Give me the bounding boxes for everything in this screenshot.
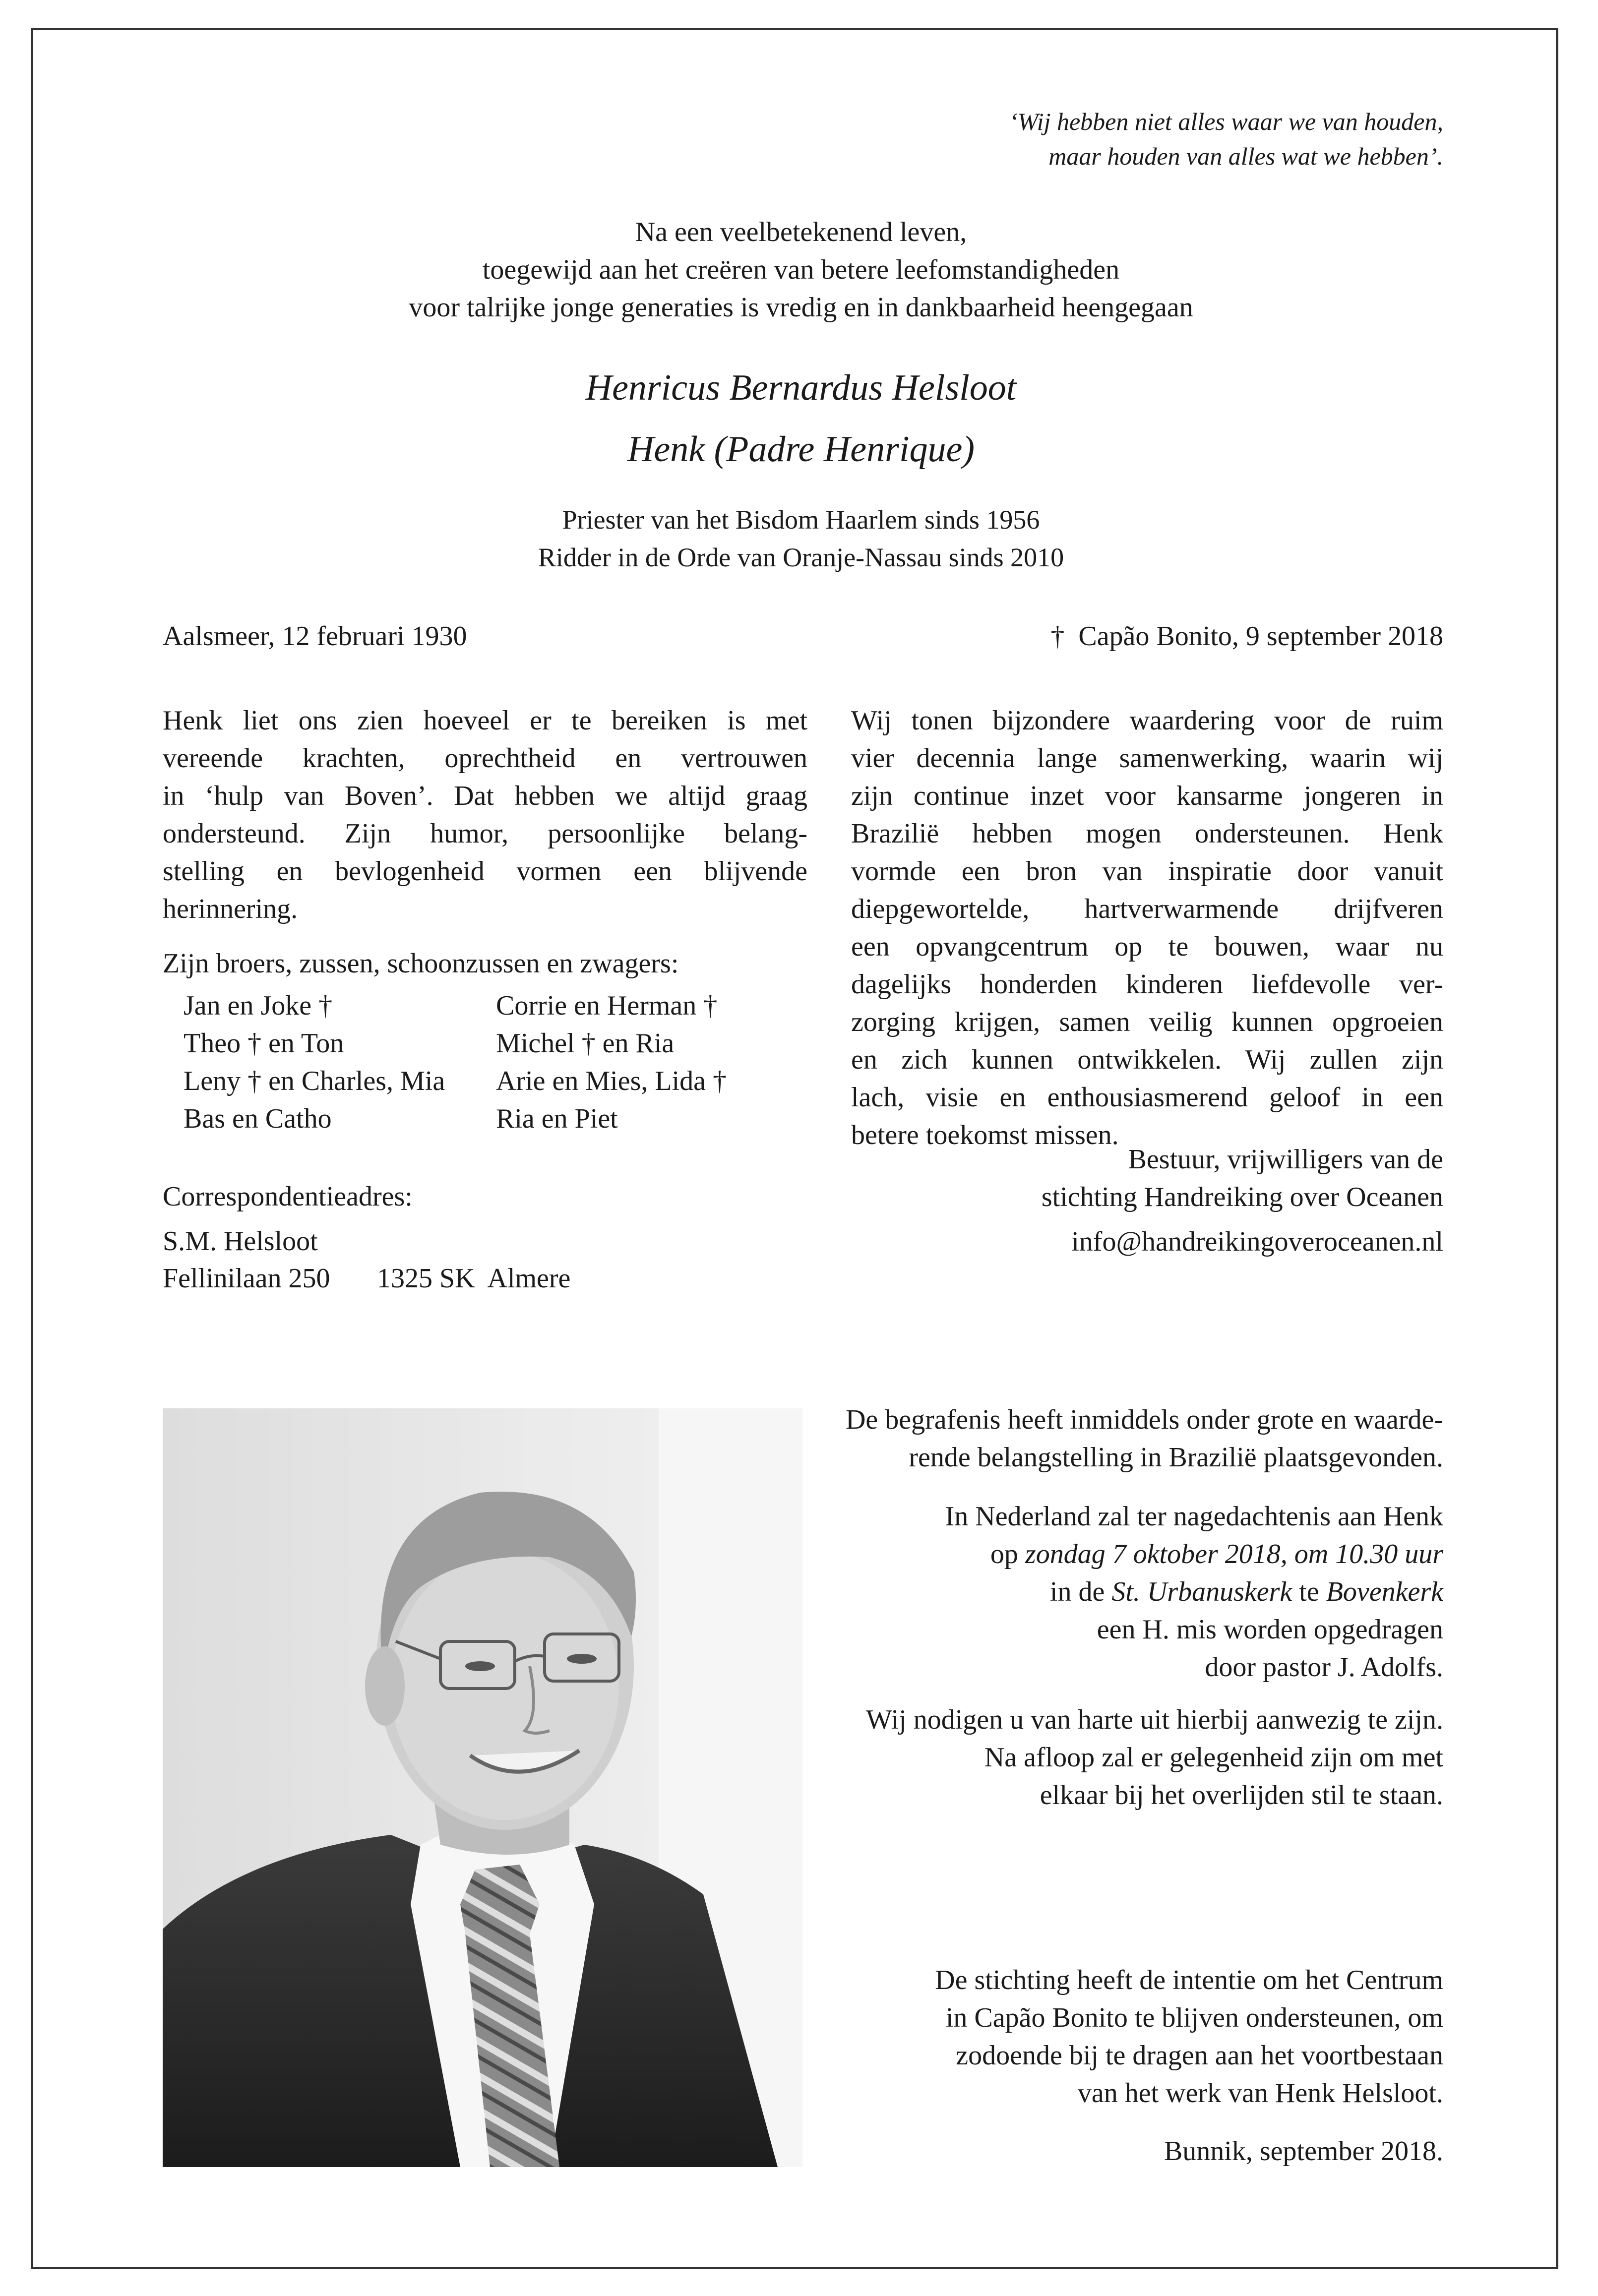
paragraph-line: Brazilië hebben mogen ondersteunen. Henk [851,818,1443,849]
portrait-illustration [163,1408,802,2167]
funeral-line: rende belangstelling in Brazilië plaatsgevonden. [909,1442,1443,1473]
paragraph-line: vier decennia lange samenwerking, waarin wij [851,743,1443,774]
title-line: Ridder in de Orde van Oranje-Nassau sinds 2010 [538,543,1064,572]
tribute-left [163,702,807,928]
intro-line: voor talrijke jonge generaties is vredig en in dankbaarheid heengegaan [409,292,1193,323]
honorary-titles [248,501,1354,576]
church-name: St. Urbanuskerk [1111,1576,1292,1607]
birth-info: Aalsmeer, 12 februari 1930 [163,621,467,652]
portrait-photo [163,1408,802,2167]
correspondence-city: 1325 SK Almere [377,1263,571,1294]
intention-line: De stichting heeft de intentie om het Centrum [935,1965,1443,1995]
memorial-mass [774,1498,1443,1686]
paragraph-line: zorging krijgen, samen veilig kunnen opgroeien [851,1007,1443,1037]
paragraph-line: vereende krachten, oprechtheid en vertrouwen [163,743,807,774]
title-line: Priester van het Bisdom Haarlem sinds 1956 [562,505,1040,535]
family-label: Zijn broers, zussen, schoonzussen en zwagers: [163,948,679,979]
intro-line: Na een veelbetekenend leven, [635,217,967,247]
foundation-signature [1042,1141,1443,1261]
mass-line: door pastor J. Adolfs. [1205,1652,1443,1683]
paragraph-line: Henk liet ons zien hoeveel er te bereiken is met [163,705,807,736]
paragraph-line: zijn continue inzet voor kansarme jongeren in [851,781,1443,811]
intention-line: zodoende bij te dragen aan het voortbestaan [956,2040,1443,2071]
invitation-line: elkaar bij het overlijden stil te staan. [1040,1780,1443,1811]
mass-line: In Nederland zal ter nagedachtenis aan Henk [945,1501,1443,1532]
contact-email: info@handreikingoveroceanen.nl [1071,1226,1443,1257]
paragraph-line: ondersteund. Zijn humor, persoonlijke belang- [163,818,807,849]
church-location: Bovenkerk [1326,1576,1443,1607]
full-name: Henricus Bernardus Helsloot [585,367,1017,408]
paragraph-line: lach, visie en enthousiasmerend geloof in een [851,1082,1443,1113]
place-date: Bunnik, september 2018. [1164,2136,1443,2167]
foundation-intention [848,1961,1443,2112]
deceased-name-block [248,357,1354,480]
correspondence-name: S.M. Helsloot [163,1226,318,1257]
mass-text: op [990,1539,1025,1570]
opening-quote [843,104,1443,174]
mass-text: te [1292,1576,1326,1607]
family-member: Leny † en Charles, Mia [184,1066,445,1096]
mass-text: in de [1049,1576,1112,1607]
death-info [1050,617,1443,655]
mass-line [774,1535,1443,1573]
mass-line [774,1573,1443,1611]
paragraph-line: diepgewortelde, hartverwarmende drijfveren [851,894,1443,924]
mass-date-time: zondag 7 oktober 2018, om 10.30 uur [1025,1539,1443,1570]
invitation-line: Na afloop zal er gelegenheid zijn om met [984,1742,1443,1773]
paragraph-line: en zich kunnen ontwikkelen. Wij zullen zijn [851,1044,1443,1075]
mass-line: een H. mis worden opgedragen [1097,1614,1443,1645]
paragraph-line: in ‘hulp van Boven’. Dat hebben we altijd graag [163,781,807,811]
nickname: Henk (Padre Henrique) [627,429,975,470]
cross-symbol: † [1050,621,1065,652]
paragraph-line: betere toekomst missen. [851,1120,1119,1150]
signature-line: stichting Handreiking over Oceanen [1041,1182,1443,1212]
paragraph-line: een opvangcentrum op te bouwen, waar nu [851,931,1443,962]
paragraph-line: dagelijks honderden kinderen liefdevolle ver- [851,969,1443,1000]
family-member: Bas en Catho [184,1103,332,1134]
family-member: Arie en Mies, Lida † [496,1066,727,1096]
family-list [184,987,808,1138]
family-member: Ria en Piet [496,1103,618,1134]
signature-line: Bestuur, vrijwilligers van de [1128,1144,1443,1175]
intro-line: toegewijd aan het creëren van betere leefomstandigheden [482,254,1120,285]
paragraph-line: Wij tonen bijzondere waardering voor de ruim [851,705,1443,736]
quote-line: ‘Wij hebben niet alles waar we van houden, [1009,108,1443,135]
family-member: Corrie en Herman † [496,990,718,1021]
funeral-notice [774,1401,1443,1476]
paragraph-line: herinnering. [163,894,298,924]
invitation-line: Wij nodigen u van harte uit hierbij aanwezig te zijn. [865,1704,1443,1735]
family-member: Michel † en Ria [496,1028,675,1059]
correspondence-label: Correspondentieadres: [163,1181,413,1212]
correspondence-street: Fellinilaan 250 [163,1263,330,1294]
tribute-right [851,702,1443,1154]
family-member: Theo † en Ton [184,1028,344,1059]
death-place-date: Capão Bonito, 9 september 2018 [1078,621,1443,652]
paragraph-line: stelling en bevlogenheid vormen een blijvende [163,856,807,887]
paragraph-line: vormde een bron van inspiratie door vanuit [851,856,1443,887]
quote-line: maar houden van alles wat we hebben’. [1048,142,1443,170]
intention-line: van het werk van Henk Helsloot. [1077,2078,1443,2109]
intro-text [248,213,1354,326]
funeral-line: De begrafenis heeft inmiddels onder grote en waarde- [845,1404,1443,1435]
intention-line: in Capão Bonito te blijven ondersteunen, om [945,2002,1443,2033]
invitation [774,1701,1443,1814]
family-member: Jan en Joke † [184,990,333,1021]
